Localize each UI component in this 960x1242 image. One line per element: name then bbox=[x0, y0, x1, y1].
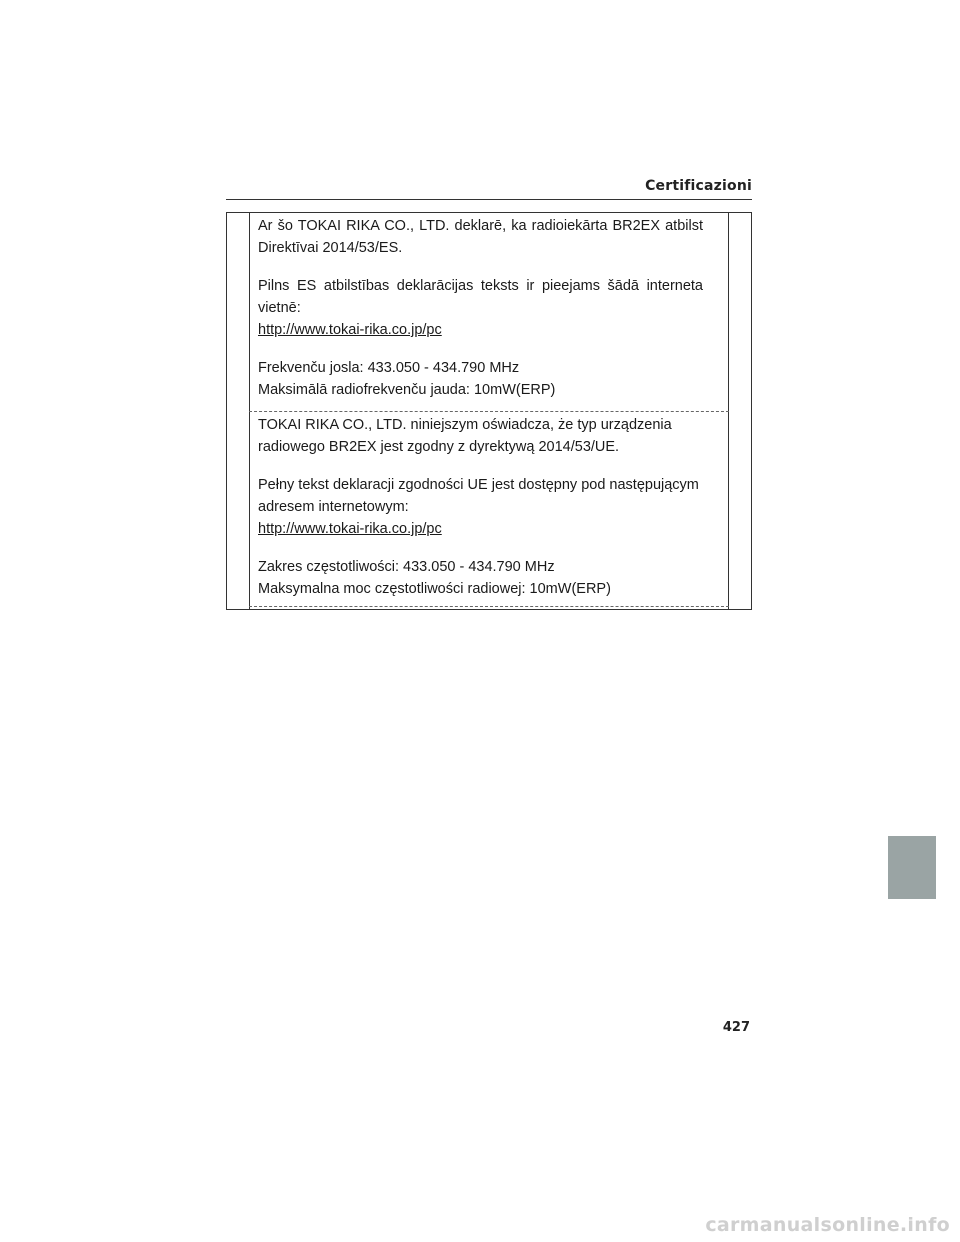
watermark: carmanualsonline.info bbox=[705, 1214, 950, 1236]
chapter-side-tab bbox=[888, 836, 936, 899]
latvian-declaration-text: Ar šo TOKAI RIKA CO., LTD. deklarē, ka radioiekārta BR2EX atbilst Direktīvai 2014/53/ES. bbox=[258, 218, 703, 256]
latvian-frequency-band: Frekvenču josla: 433.050 - 434.790 MHz bbox=[258, 360, 520, 376]
latvian-declaration-block bbox=[258, 215, 703, 401]
latvian-availability-text: Pilns ES atbilstības deklarācijas teksts ir pieejams šādā interneta vietnē: bbox=[258, 278, 703, 316]
polish-max-power: Maksymalna moc częstotliwości radiowej: 10mW(ERP) bbox=[258, 581, 611, 597]
polish-declaration-line-2: radiowego BR2EX jest zgodny z dyrektywą 2014/53/UE. bbox=[258, 439, 620, 455]
row-divider-dashed bbox=[249, 411, 729, 412]
polish-declaration-line-1: TOKAI RIKA CO., LTD. niniejszym oświadcza, że typ urządzenia bbox=[258, 417, 672, 433]
row-divider-dashed-bottom bbox=[249, 606, 729, 607]
latvian-max-power: Maksimālā radiofrekvenču jauda: 10mW(ERP) bbox=[258, 382, 556, 398]
polish-declaration-link[interactable]: http://www.tokai-rika.co.jp/pc bbox=[258, 521, 442, 537]
page-number: 427 bbox=[722, 1020, 750, 1035]
polish-declaration-block bbox=[258, 414, 703, 600]
section-title: Certificazioni bbox=[645, 178, 752, 194]
declaration-table bbox=[226, 212, 752, 610]
polish-availability-line-2: adresem internetowym: bbox=[258, 499, 409, 515]
polish-frequency-range: Zakres częstotliwości: 433.050 - 434.790 MHz bbox=[258, 559, 555, 575]
header-rule bbox=[226, 199, 752, 200]
polish-availability-line-1: Pełny tekst deklaracji zgodności UE jest dostępny pod następującym bbox=[258, 477, 699, 493]
latvian-declaration-link[interactable]: http://www.tokai-rika.co.jp/pc bbox=[258, 322, 442, 338]
